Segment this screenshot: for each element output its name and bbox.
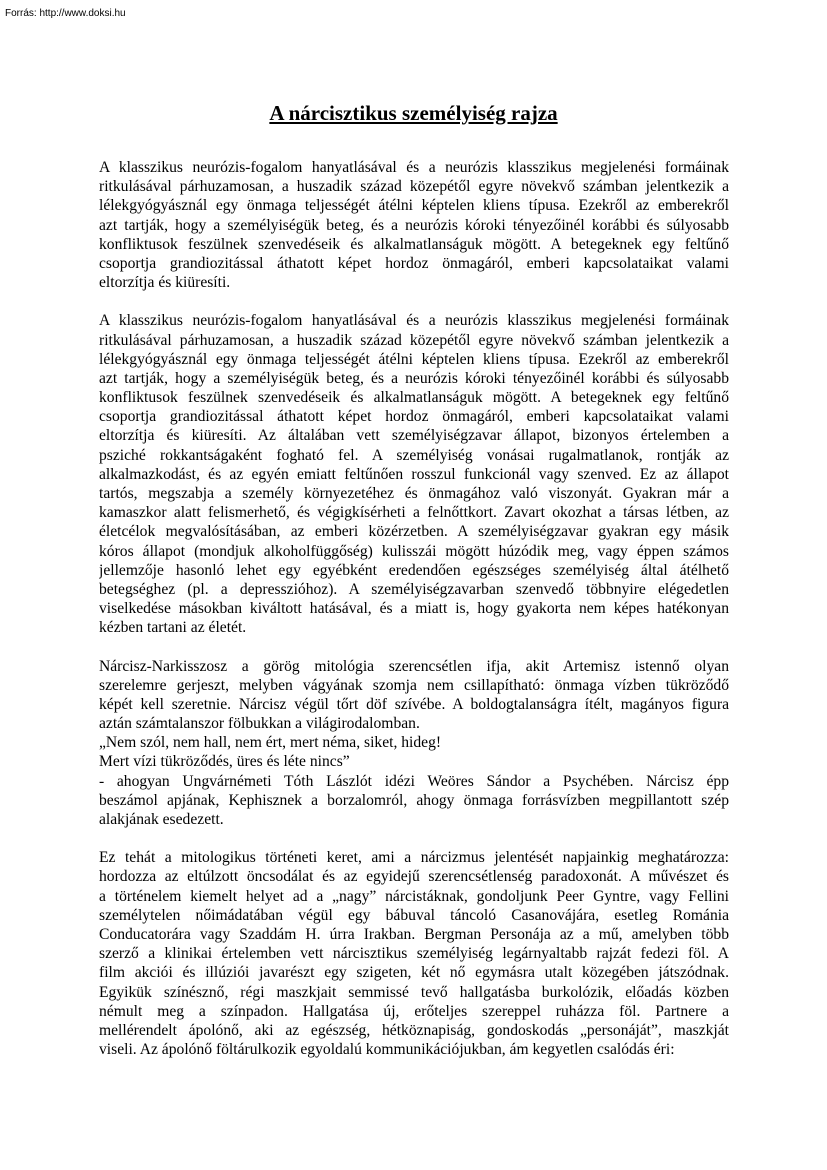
text-line: Nárcisz-Narkisszosz a görög mitológia szerencsétlen ifja, akit Artemisz istennő olyan: [99, 657, 729, 675]
text-line: viseli. Az ápolónő föltárulkozik egyoldalú kommunikációjukban, ám kegyetlen csalódás éri:: [99, 1041, 675, 1059]
text-line: konfliktusok feszülnek szenvedéseik és alkalmatlanságuk mögött. A betegeknek egy feltűnő: [99, 389, 729, 407]
text-line: hordozza az eltúlzott öncsodálat és az egyidejű szerencsétlenség paradoxonát. A művészet és: [99, 868, 729, 886]
text-line: - ahogyan Ungvárnémeti Tóth Lászlót idézi Weöres Sándor a Psychében. Nárcisz épp: [99, 772, 729, 790]
text-line: Conducatorára vagy Szaddám H. úrra Irakban. Bergman Personája az a mű, amelyben több: [99, 925, 729, 943]
text-line: némult meg a színpadon. Hallgatása új, erőteljes szereppel ruházza föl. Partnere a: [99, 1002, 729, 1020]
text-line: eltorzítja és kiüresíti.: [99, 274, 231, 292]
text-line: aztán számtalanszor fölbukkan a világirodalomban.: [99, 715, 420, 733]
text-line: beszámol apjának, Kephisznek a borzalomról, ahogy önmaga forrásvízben megpillantott szép: [99, 791, 729, 809]
text-line: tartós, megszabja a személy környezetéhez és önmagához való viszonyát. Gyakran már a: [99, 485, 729, 502]
document-body: [99, 158, 729, 1078]
text-line: lélekgyógyásznál egy önmaga teljességét átélni képtelen kliens típusa. Ezekről az emberekről: [99, 197, 729, 215]
text-line: „Nem szól, nem hall, nem ért, mert néma, siket, hideg!: [99, 734, 442, 752]
text-line: azt tartják, hogy a személyiségük beteg, és a neurózis kóroki tényezőinél korábbi és súlyosabb: [99, 369, 729, 387]
text-line: film akciói és illúziói javarészt egy szigeten, két nő egymásra utalt közegében játszódnak.: [99, 964, 729, 982]
text-line: betegséghez (pl. a depresszióhoz). A személyiségzavarban szenvedő többnyire elégedetlen: [99, 580, 729, 598]
text-line: jellemzője hasonló lehet egy egyébként eredendően egészséges személyiség által átélhető: [99, 561, 729, 579]
text-line: kamaszkor alatt felismerhető, és végigkísérheti a felnőttkort. Zavart okozhat a társas létben, az: [99, 504, 729, 522]
text-line: A klasszikus neurózis-fogalom hanyatlásával és a neurózis klasszikus megjelenési formáinak: [99, 159, 729, 176]
text-line: Egyikük színésznő, régi maszkjait semmissé tevő hallgatásba burkolózik, előadás közben: [99, 983, 729, 1001]
text-line: konfliktusok feszülnek szenvedéseik és alkalmatlanságuk mögött. A betegeknek egy feltűnő: [99, 235, 729, 253]
text-line: szerző a klinikai értelemben vett nárcisztikus személyiség legárnyaltabb rajzát fedezi föl. A: [99, 945, 729, 963]
text-line: kóros állapot (mondjuk alkoholfüggőség) kulisszái mögött húzódik meg, vagy éppen számos: [99, 542, 729, 560]
paragraph: [99, 848, 729, 1059]
text-line: ritkulásával párhuzamosan, a huszadik század közepétől egyre növekvő számban jelentkezik a: [99, 331, 729, 349]
text-line: azt tartják, hogy a személyiségük beteg, és a neurózis kóroki tényezőinél korábbi és súlyosabb: [99, 216, 729, 234]
text-line: lélekgyógyásznál egy önmaga teljességét átélni képtelen kliens típusa. Ezekről az emberekről: [99, 350, 729, 368]
text-line: eltorzítja és kiüresíti. Az általában vett személyiségzavar állapot, bizonyos értelemben a: [99, 427, 729, 445]
text-line: alkalmazkodást, és az egyén emiatt feltűnően rosszul funkcionál vagy szenved. Ez az állapot: [99, 465, 729, 483]
text-line: mellérendelt ápolónő, aki az egészség, hétköznapiság, gondoskodás „personáját”, maszkját: [99, 1021, 729, 1039]
text-line: szerelemre gerjeszt, melyben vágyának szomja nem csillapítható: önmaga vízben tükröződő: [99, 676, 729, 694]
text-line: személytelen nőimádatában végül egy bábuval táncoló Casanovájára, esetleg Románia: [99, 906, 729, 924]
paragraph: [99, 657, 729, 830]
text-line: csoportja grandiozitással áthatott képet hordoz önmagáról, emberi kapcsolataikat valami: [99, 254, 729, 272]
text-line: csoportja grandiozitással áthatott képet hordoz önmagáról, emberi kapcsolataikat valami: [99, 408, 729, 426]
text-line: viselkedése másokban kiváltott hatásával, és a miatt is, hogy gyakorta nem képes hatékonyan: [99, 600, 729, 618]
text-line: Mert vízi tükröződés, üres és léte nincs”: [99, 753, 350, 771]
text-line: psziché rokkantságaként fogható fel. A személyiség vonásai rugalmatlanok, rontják az: [99, 446, 729, 464]
text-line: kézben tartani az életét.: [99, 619, 247, 637]
paragraph: [99, 158, 729, 292]
page-title: A nárcisztikus személyiség rajza: [269, 101, 558, 125]
text-line: életcélok megvalósításában, az emberi közérzetben. A személyiségzavar gyakran egy másik: [99, 523, 729, 541]
text-line: ritkulásával párhuzamosan, a huszadik század közepétől egyre növekvő számban jelentkezik a: [99, 178, 729, 196]
text-line: a történelem kiemelt helyet ad a „nagy” nárcistáknak, gondoljunk Peer Gyntre, vagy Fellini: [99, 887, 729, 905]
text-line: Ez tehát a mitologikus történeti keret, ami a nárcizmus jelentését napjainkig meghatározza:: [99, 849, 729, 867]
text-line: alakjának esedezett.: [99, 811, 224, 828]
text-line: A klasszikus neurózis-fogalom hanyatlásával és a neurózis klasszikus megjelenési formáinak: [99, 312, 729, 330]
source-label: Forrás: http://www.doksi.hu: [5, 8, 126, 19]
text-line: képét kell szeretnie. Nárcisz végül tőrt döf szívébe. A boldogtalanságra ítélt, magányos figura: [99, 695, 729, 713]
paragraph: [99, 311, 729, 637]
